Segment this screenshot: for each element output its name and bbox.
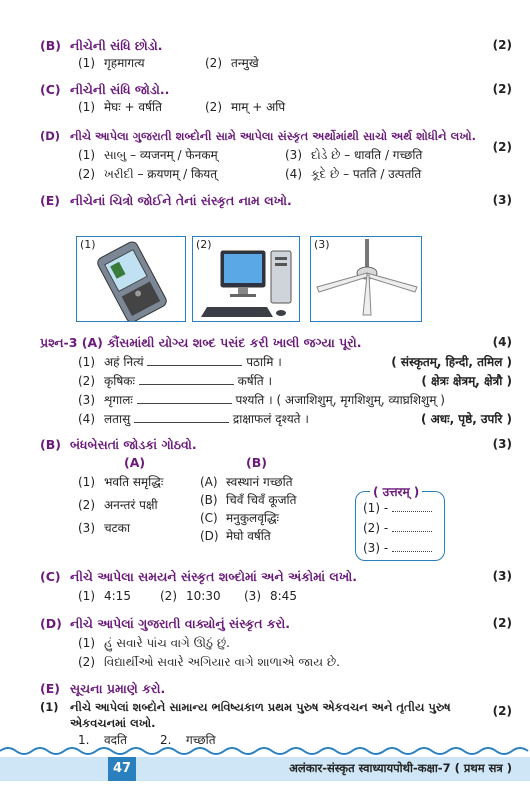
match-right-a (200, 474, 293, 490)
item-text: 10:30 (186, 589, 221, 603)
footer-title: अलंकार-संस्कृत स्वाध्यायपोथी-कक्षा-7 ( प्रथम सत्र ) (289, 761, 512, 775)
picture-number: (1) (80, 238, 96, 251)
sub-label: (1) (40, 700, 59, 714)
section-title: બંધબેસતાં જોડકાં ગોઠવો. (70, 437, 197, 452)
fill-options-1: ( संस्कृतम्, हिन्दी, तमिल ) (391, 355, 512, 369)
section-title: નીચેની સંધિ જોડો.. (70, 82, 170, 97)
page-number: 47 (108, 757, 136, 781)
section-e-heading (40, 193, 292, 209)
item-number: 2. (160, 733, 172, 747)
item-number: (D) (200, 529, 219, 543)
marks: (2) (492, 82, 512, 96)
answer-line-1[interactable] (363, 500, 432, 516)
section-d-item-1 (78, 147, 218, 163)
section-label: (E) (40, 681, 60, 696)
item-number: (2) (205, 56, 222, 70)
item-text: मेघः + वर्षति (104, 100, 162, 114)
fill-options-4: ( अधः, पृष्ठे, उपरि ) (420, 412, 512, 426)
section-label: (C) (40, 569, 61, 584)
match-left-1 (78, 474, 163, 490)
item-text: माम् + अपि (231, 100, 286, 114)
item-text: अनन्तरं पक्षी (104, 498, 158, 512)
item-number: (2) (78, 374, 95, 388)
marks: (3) (492, 193, 512, 207)
item-text: वदति (104, 733, 127, 747)
item-before: अहं नित्यं (104, 355, 144, 369)
item-text: चिवँ चिवँ कूजति (226, 493, 297, 507)
matching-heading (40, 437, 197, 453)
item-number: (2) (160, 589, 177, 603)
item-number: (4) (285, 167, 302, 181)
section-b-heading (40, 38, 162, 54)
item-text: मनुकुलवृद्धिः (226, 511, 279, 525)
section-d-item-3 (285, 147, 422, 163)
item-text: હું સવારે પાંચ વાગે ઊઠું છું. (104, 636, 230, 650)
marks: (2) (492, 704, 512, 718)
item-text: गृहमागत्य (104, 56, 145, 70)
item-number: (2) (78, 655, 95, 669)
marks: (2) (492, 140, 512, 154)
match-left-2 (78, 497, 158, 513)
fill-item-4 (78, 411, 309, 427)
section-label: (C) (40, 82, 61, 97)
item-number: (3) (285, 148, 302, 162)
item-number: (1) (78, 100, 95, 114)
section-title: નીચે આપેલા સમયને સંસ્કૃત શબ્દોમાં અને અંકોમાં લખો. (70, 569, 358, 584)
marks: (3) (492, 569, 512, 583)
item-number: (1) (78, 589, 95, 603)
section-label: (D) (40, 129, 61, 143)
time-heading (40, 569, 357, 585)
section-b-item-2 (205, 55, 259, 71)
item-text: चटका (104, 521, 130, 535)
item-text: દોડે છે – धावति / गच्छति (311, 148, 423, 162)
picture-number: (3) (314, 238, 330, 251)
marks: (2) (492, 616, 512, 630)
column-a-header: (A) (124, 455, 146, 470)
time-item-2 (160, 588, 221, 604)
item-text: ખરીદી – क्रयणम् / कियत् (104, 167, 218, 181)
answer-line-3[interactable] (363, 540, 432, 556)
item-text: 8:45 (270, 589, 297, 603)
instruction-sub-1 (40, 699, 451, 715)
section-label: (D) (40, 616, 62, 631)
section-b-items (78, 55, 145, 71)
answer-label: (2) - (363, 521, 389, 535)
section-label: (B) (40, 38, 61, 53)
item-after: कर्षति । (237, 374, 273, 388)
column-b-header: (B) (246, 455, 267, 470)
blank-line[interactable] (134, 413, 229, 423)
translate-heading (40, 616, 290, 632)
item-text: સાબુ – व्यजनम् / फेनकम् (104, 148, 218, 162)
item-number: (B) (200, 493, 218, 507)
item-after: पश्यति । ( अजाशिशुम्, मृगशिशुम्, व्याघ्रशिशुम् ) (235, 393, 445, 407)
marks: (3) (492, 437, 512, 451)
section-label: (E) (40, 193, 60, 208)
answer-box-title: ( उत्तरम् ) (370, 483, 422, 500)
section-c-item-1 (78, 99, 162, 115)
answer-line-2[interactable] (363, 520, 432, 536)
picture-computer (192, 236, 300, 322)
answer-blank[interactable] (392, 502, 432, 512)
blank-line[interactable] (139, 375, 234, 385)
item-before: कृषिकः (104, 374, 135, 388)
answer-blank[interactable] (392, 522, 432, 532)
item-number: (1) (78, 636, 95, 650)
answer-label: (1) - (363, 501, 389, 515)
marks: (4) (492, 335, 512, 349)
item-number: (2) (78, 498, 95, 512)
match-right-d (200, 528, 271, 544)
item-number: (A) (200, 475, 218, 489)
fill-item-1 (78, 354, 282, 370)
section-d-heading (40, 128, 476, 144)
section-title: નીચેની સંધિ છોડો. (70, 38, 163, 53)
item-number: 1. (78, 733, 90, 747)
item-after: पठामि । (246, 355, 282, 369)
match-right-b (200, 492, 297, 508)
section-c-item-2 (205, 99, 285, 115)
time-item-1 (78, 588, 131, 604)
picture-number: (2) (196, 238, 212, 251)
item-number: (C) (200, 511, 218, 525)
item-number: (2) (205, 100, 222, 114)
section-label: (B) (40, 437, 61, 452)
picture-fan (310, 236, 422, 322)
item-text: स्वस्थानं गच्छति (226, 475, 293, 489)
section-d-item-4 (285, 166, 421, 182)
answer-blank[interactable] (392, 542, 432, 552)
instruction-sub-2: એકવચનમાં લખો. (70, 716, 156, 730)
item-before: लतासु (104, 412, 131, 426)
item-number: (3) (244, 589, 261, 603)
item-text: तन्मुखे (231, 56, 259, 70)
translate-item-1 (78, 635, 230, 651)
question-3-heading: પ્રશ્ન-3 (A) કૌંસમાંથી યોગ્ય શબ્દ પસંદ કરી ખાલી જગ્યા પૂરો. (40, 335, 362, 350)
section-title: નીચે આપેલાં ગુજરાતી વાક્યોનું સંસ્કૃત કરો. (70, 616, 290, 631)
section-title: સૂચના પ્રમાણે કરો. (70, 681, 166, 696)
item-text: 4:15 (104, 589, 131, 603)
section-title: નીચેનાં ચિત્રો જોઈને તેનાં સંસ્કૃત નામ લખો. (70, 193, 292, 208)
instruction-heading (40, 681, 165, 697)
fill-options-2: ( क्षेत्रः क्षेत्रम्, क्षेत्रौ ) (421, 374, 512, 388)
item-before: शृगालः (104, 393, 133, 407)
item-text: भवति समृद्धिः (104, 475, 164, 489)
item-text: કૂદે છે – पतति / उत्पतति (311, 167, 422, 181)
translate-item-2 (78, 654, 340, 670)
footer-wave-decoration (0, 745, 530, 757)
item-number: (1) (78, 148, 95, 162)
item-after: द्राक्षाफलं दृश्यते । (232, 412, 309, 426)
item-text: गच्छति (186, 733, 216, 747)
fill-item-3 (78, 392, 445, 408)
item-number: (1) (78, 355, 95, 369)
match-left-3 (78, 520, 130, 536)
picture-mobile (76, 236, 186, 322)
item-number: (3) (78, 521, 95, 535)
blank-line[interactable] (137, 394, 232, 404)
item-number: (1) (78, 56, 95, 70)
answer-label: (3) - (363, 541, 389, 555)
section-title: નીચે આપેલા ગુજરાતી શબ્દોની સામે આપેલા સંસ્કૃત અર્થોમાંથી સાચો અર્થ શોધીને લખો. (70, 129, 477, 143)
item-number: (1) (78, 475, 95, 489)
time-item-3 (244, 588, 297, 604)
item-text: मेघो वर्षति (226, 529, 271, 543)
fill-item-2 (78, 373, 272, 389)
item-text: વિદ્યાર્થીઓ સવારે અગિયાર વાગે શાળાએ જાય છે. (104, 655, 340, 669)
item-number: (2) (78, 167, 95, 181)
section-d-item-2 (78, 166, 217, 182)
blank-line[interactable] (147, 356, 242, 366)
item-number: (4) (78, 412, 95, 426)
section-c-heading (40, 82, 169, 98)
sub-title: નીચે આપેલાં શબ્દોને સામાન્ય ભવિષ્યકાળ પ્રથમ પુરુષ એકવચન અને તૃતીય પુરુષ (70, 700, 451, 714)
marks: (2) (492, 38, 512, 52)
match-right-c (200, 510, 279, 526)
item-number: (3) (78, 393, 95, 407)
